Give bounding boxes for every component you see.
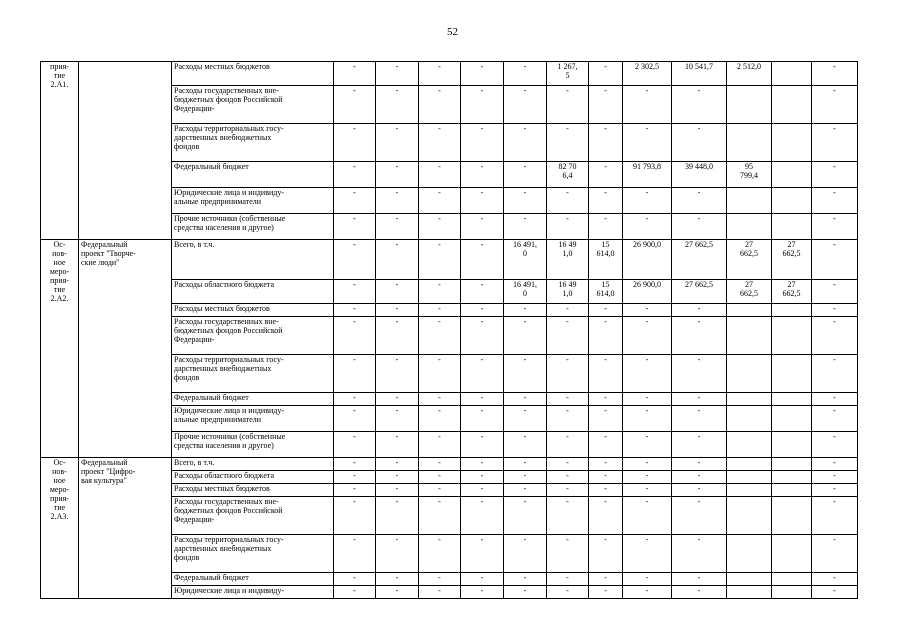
amount-cell: - (589, 458, 623, 471)
amount-cell: - (623, 86, 672, 124)
amount-cell: - (547, 573, 589, 586)
amount-cell: - (672, 497, 727, 535)
amount-cell: - (504, 458, 547, 471)
measure-code-cell: Ос- нов- ное меро- прия- тие 2.А2. (41, 240, 79, 458)
amount-cell: - (376, 458, 419, 471)
amount-cell (727, 458, 772, 471)
amount-cell: - (589, 471, 623, 484)
amount-cell: 27 662,5 (772, 280, 812, 304)
page-number: 52 (447, 26, 458, 38)
amount-cell: 16 491, 0 (504, 240, 547, 280)
amount-cell: - (623, 535, 672, 573)
amount-cell: - (419, 86, 461, 124)
amount-cell: - (376, 432, 419, 458)
amount-cell: - (547, 432, 589, 458)
amount-cell: - (812, 188, 858, 214)
measure-code-cell: Ос- нов- ное меро- прия- тие 2.А3. (41, 458, 79, 599)
amount-cell (727, 393, 772, 406)
amount-cell (772, 586, 812, 599)
amount-cell: - (419, 124, 461, 162)
amount-cell: - (334, 535, 376, 573)
amount-cell: - (461, 471, 504, 484)
amount-cell: - (334, 355, 376, 393)
amount-cell: - (334, 214, 376, 240)
amount-cell: - (504, 586, 547, 599)
amount-cell: - (461, 317, 504, 355)
funding-source-cell: Прочие источники (собственные средства населения и другое) (172, 432, 334, 458)
project-name-cell (79, 62, 172, 240)
amount-cell: - (504, 62, 547, 86)
amount-cell: - (589, 188, 623, 214)
amount-cell: - (419, 280, 461, 304)
amount-cell: - (376, 573, 419, 586)
amount-cell: - (623, 304, 672, 317)
amount-cell: - (589, 484, 623, 497)
amount-cell: - (589, 317, 623, 355)
amount-cell (772, 317, 812, 355)
amount-cell: - (672, 406, 727, 432)
amount-cell: - (623, 406, 672, 432)
amount-cell (772, 124, 812, 162)
amount-cell: - (623, 471, 672, 484)
amount-cell: - (812, 535, 858, 573)
amount-cell: - (461, 280, 504, 304)
amount-cell: - (504, 214, 547, 240)
amount-cell (727, 188, 772, 214)
funding-source-cell: Расходы областного бюджета (172, 280, 334, 304)
amount-cell: - (376, 406, 419, 432)
amount-cell: - (623, 432, 672, 458)
amount-cell: - (589, 62, 623, 86)
funding-source-cell: Расходы территориальных госу- дарственных внебюджетных фондов (172, 124, 334, 162)
amount-cell: - (589, 406, 623, 432)
amount-cell: - (504, 304, 547, 317)
amount-cell: - (376, 535, 419, 573)
amount-cell (772, 304, 812, 317)
amount-cell: - (376, 355, 419, 393)
amount-cell: - (623, 573, 672, 586)
amount-cell: - (547, 304, 589, 317)
funding-source-cell: Всего, в т.ч. (172, 458, 334, 471)
amount-cell: 27 662,5 (772, 240, 812, 280)
amount-cell: - (419, 535, 461, 573)
amount-cell: - (334, 124, 376, 162)
amount-cell (772, 86, 812, 124)
amount-cell: 15 614,0 (589, 280, 623, 304)
amount-cell: - (623, 124, 672, 162)
amount-cell: - (589, 304, 623, 317)
amount-cell: - (547, 484, 589, 497)
amount-cell: - (419, 406, 461, 432)
amount-cell: - (623, 317, 672, 355)
measure-code-cell: прия- тие 2.А1. (41, 62, 79, 240)
amount-cell (727, 214, 772, 240)
amount-cell: - (672, 317, 727, 355)
amount-cell: - (504, 86, 547, 124)
amount-cell: - (504, 573, 547, 586)
amount-cell: - (419, 240, 461, 280)
amount-cell: - (812, 86, 858, 124)
amount-cell: 10 541,7 (672, 62, 727, 86)
amount-cell: - (623, 214, 672, 240)
amount-cell: - (376, 162, 419, 188)
amount-cell: - (334, 240, 376, 280)
amount-cell: - (589, 124, 623, 162)
funding-source-cell: Расходы государственных вне- бюджетных фондов Российской Федерации- (172, 497, 334, 535)
amount-cell (727, 86, 772, 124)
amount-cell: - (812, 240, 858, 280)
amount-cell (772, 458, 812, 471)
amount-cell: - (504, 393, 547, 406)
amount-cell: - (589, 86, 623, 124)
amount-cell: - (419, 458, 461, 471)
amount-cell: 82 70 6,4 (547, 162, 589, 188)
amount-cell: - (504, 317, 547, 355)
funding-source-cell: Юридические лица и индивиду- (172, 586, 334, 599)
amount-cell: 27 662,5 (672, 280, 727, 304)
amount-cell: - (419, 317, 461, 355)
amount-cell: - (672, 188, 727, 214)
amount-cell: - (334, 458, 376, 471)
amount-cell: - (419, 573, 461, 586)
amount-cell (772, 573, 812, 586)
amount-cell: - (547, 586, 589, 599)
funding-source-cell: Расходы местных бюджетов (172, 304, 334, 317)
amount-cell: - (334, 471, 376, 484)
amount-cell (727, 317, 772, 355)
amount-cell (727, 432, 772, 458)
amount-cell: - (504, 188, 547, 214)
funding-source-cell: Юридические лица и индивиду- альные предприниматели (172, 406, 334, 432)
amount-cell: - (672, 304, 727, 317)
amount-cell: - (812, 214, 858, 240)
amount-cell: - (376, 188, 419, 214)
funding-source-cell: Расходы государственных вне- бюджетных фондов Российской Федерации- (172, 86, 334, 124)
amount-cell: 95 799,4 (727, 162, 772, 188)
amount-cell: - (504, 497, 547, 535)
amount-cell: 16 49 1,0 (547, 280, 589, 304)
funding-source-cell: Расходы территориальных госу- дарственных внебюджетных фондов (172, 355, 334, 393)
amount-cell: - (623, 355, 672, 393)
amount-cell: - (504, 162, 547, 188)
amount-cell: - (376, 317, 419, 355)
amount-cell: - (589, 162, 623, 188)
amount-cell: - (419, 304, 461, 317)
amount-cell: - (461, 124, 504, 162)
funding-source-cell: Федеральный бюджет (172, 393, 334, 406)
amount-cell: - (547, 406, 589, 432)
table-row (41, 62, 858, 86)
amount-cell: - (461, 162, 504, 188)
amount-cell (727, 406, 772, 432)
amount-cell (727, 484, 772, 497)
amount-cell: 27 662,5 (727, 240, 772, 280)
amount-cell (772, 535, 812, 573)
amount-cell: - (812, 124, 858, 162)
amount-cell: - (419, 432, 461, 458)
amount-cell: - (504, 124, 547, 162)
amount-cell: - (547, 317, 589, 355)
amount-cell: - (812, 317, 858, 355)
amount-cell: - (461, 406, 504, 432)
table-row (41, 458, 858, 471)
amount-cell: - (461, 458, 504, 471)
amount-cell: - (589, 497, 623, 535)
amount-cell: - (461, 393, 504, 406)
amount-cell: - (376, 214, 419, 240)
amount-cell: - (589, 393, 623, 406)
amount-cell (772, 484, 812, 497)
amount-cell: - (812, 458, 858, 471)
amount-cell (772, 406, 812, 432)
amount-cell: - (334, 317, 376, 355)
amount-cell: - (419, 471, 461, 484)
amount-cell: - (334, 432, 376, 458)
amount-cell: - (334, 280, 376, 304)
amount-cell: - (623, 497, 672, 535)
amount-cell (727, 124, 772, 162)
funding-source-cell: Расходы местных бюджетов (172, 62, 334, 86)
amount-cell: - (334, 497, 376, 535)
amount-cell: - (334, 393, 376, 406)
budget-table (40, 61, 858, 599)
amount-cell: - (547, 188, 589, 214)
funding-source-cell: Всего, в т.ч. (172, 240, 334, 280)
amount-cell: - (376, 497, 419, 535)
amount-cell: - (461, 62, 504, 86)
amount-cell: - (461, 214, 504, 240)
amount-cell (727, 573, 772, 586)
amount-cell: - (376, 304, 419, 317)
amount-cell: - (334, 162, 376, 188)
amount-cell: - (589, 432, 623, 458)
amount-cell: 39 448,0 (672, 162, 727, 188)
amount-cell (772, 214, 812, 240)
amount-cell: - (589, 214, 623, 240)
amount-cell: - (419, 393, 461, 406)
funding-source-cell: Расходы областного бюджета (172, 471, 334, 484)
amount-cell: - (672, 471, 727, 484)
amount-cell (727, 586, 772, 599)
amount-cell: - (812, 162, 858, 188)
amount-cell: - (376, 484, 419, 497)
amount-cell: - (419, 214, 461, 240)
amount-cell: - (504, 432, 547, 458)
amount-cell: - (376, 124, 419, 162)
amount-cell: - (504, 535, 547, 573)
amount-cell (772, 188, 812, 214)
amount-cell: - (812, 497, 858, 535)
amount-cell: - (812, 62, 858, 86)
funding-source-cell: Прочие источники (собственные средства населения и другое) (172, 214, 334, 240)
amount-cell: - (812, 355, 858, 393)
amount-cell: 2 512,0 (727, 62, 772, 86)
amount-cell: - (461, 188, 504, 214)
amount-cell: - (334, 406, 376, 432)
amount-cell: - (461, 304, 504, 317)
amount-cell: - (376, 280, 419, 304)
amount-cell: - (812, 471, 858, 484)
amount-cell: - (419, 484, 461, 497)
amount-cell (727, 535, 772, 573)
amount-cell: - (547, 355, 589, 393)
amount-cell: - (589, 535, 623, 573)
amount-cell: 91 793,8 (623, 162, 672, 188)
amount-cell: - (672, 214, 727, 240)
amount-cell: - (672, 458, 727, 471)
funding-source-cell: Федеральный бюджет (172, 573, 334, 586)
amount-cell: - (547, 471, 589, 484)
amount-cell: - (672, 573, 727, 586)
amount-cell: - (419, 162, 461, 188)
amount-cell: 27 662,5 (672, 240, 727, 280)
amount-cell (772, 432, 812, 458)
table-row (41, 240, 858, 280)
amount-cell (727, 497, 772, 535)
amount-cell: - (376, 393, 419, 406)
amount-cell: - (623, 586, 672, 599)
amount-cell (727, 471, 772, 484)
amount-cell: - (461, 497, 504, 535)
amount-cell: - (672, 484, 727, 497)
funding-source-cell: Расходы территориальных госу- дарственных внебюджетных фондов (172, 535, 334, 573)
amount-cell: - (461, 535, 504, 573)
amount-cell: - (547, 497, 589, 535)
amount-cell: - (376, 586, 419, 599)
project-name-cell: Федеральный проект "Цифро- вая культура" (79, 458, 172, 599)
amount-cell: - (672, 355, 727, 393)
budget-table-body (41, 62, 858, 599)
amount-cell (772, 393, 812, 406)
funding-source-cell: Юридические лица и индивиду- альные предприниматели (172, 188, 334, 214)
amount-cell: - (461, 86, 504, 124)
amount-cell: - (589, 586, 623, 599)
amount-cell: - (589, 573, 623, 586)
amount-cell: - (547, 124, 589, 162)
funding-source-cell: Расходы местных бюджетов (172, 484, 334, 497)
amount-cell: - (461, 586, 504, 599)
amount-cell: - (547, 214, 589, 240)
amount-cell: - (419, 497, 461, 535)
amount-cell: - (419, 62, 461, 86)
amount-cell: - (376, 240, 419, 280)
amount-cell (727, 304, 772, 317)
amount-cell: - (504, 355, 547, 393)
amount-cell: 1 267, 5 (547, 62, 589, 86)
amount-cell: - (334, 62, 376, 86)
amount-cell: 16 49 1,0 (547, 240, 589, 280)
amount-cell (772, 162, 812, 188)
amount-cell: - (547, 393, 589, 406)
amount-cell: 2 302,5 (623, 62, 672, 86)
amount-cell: - (547, 458, 589, 471)
amount-cell: - (419, 586, 461, 599)
amount-cell: - (504, 406, 547, 432)
amount-cell: - (419, 355, 461, 393)
amount-cell: - (672, 124, 727, 162)
project-name-cell: Федеральный проект "Творче- ские люди" (79, 240, 172, 458)
amount-cell (772, 471, 812, 484)
amount-cell (772, 497, 812, 535)
amount-cell: - (812, 573, 858, 586)
amount-cell: - (672, 535, 727, 573)
amount-cell: - (334, 86, 376, 124)
amount-cell: - (623, 393, 672, 406)
amount-cell: - (547, 535, 589, 573)
amount-cell: - (334, 586, 376, 599)
amount-cell: - (623, 484, 672, 497)
amount-cell: - (461, 240, 504, 280)
amount-cell: - (334, 484, 376, 497)
amount-cell: - (812, 484, 858, 497)
amount-cell: - (812, 406, 858, 432)
amount-cell: - (461, 484, 504, 497)
amount-cell: 27 662,5 (727, 280, 772, 304)
amount-cell: 15 614,0 (589, 240, 623, 280)
amount-cell: - (812, 586, 858, 599)
amount-cell: - (672, 393, 727, 406)
amount-cell: - (334, 573, 376, 586)
amount-cell: - (376, 62, 419, 86)
funding-source-cell: Федеральный бюджет (172, 162, 334, 188)
funding-source-cell: Расходы государственных вне- бюджетных фондов Российской Федерации- (172, 317, 334, 355)
amount-cell: - (812, 304, 858, 317)
amount-cell: - (419, 188, 461, 214)
amount-cell (772, 355, 812, 393)
amount-cell: - (334, 188, 376, 214)
amount-cell: - (504, 471, 547, 484)
amount-cell: 26 900,0 (623, 280, 672, 304)
amount-cell: - (589, 355, 623, 393)
amount-cell: 16 491, 0 (504, 280, 547, 304)
amount-cell: - (461, 355, 504, 393)
amount-cell: - (461, 432, 504, 458)
amount-cell: - (547, 86, 589, 124)
amount-cell: - (672, 586, 727, 599)
amount-cell: - (623, 188, 672, 214)
amount-cell: - (376, 471, 419, 484)
amount-cell: - (334, 304, 376, 317)
amount-cell: - (672, 432, 727, 458)
amount-cell: - (376, 86, 419, 124)
amount-cell (772, 62, 812, 86)
amount-cell: - (812, 393, 858, 406)
amount-cell: 26 900,0 (623, 240, 672, 280)
amount-cell (727, 355, 772, 393)
amount-cell: - (623, 458, 672, 471)
amount-cell: - (461, 573, 504, 586)
amount-cell: - (812, 432, 858, 458)
amount-cell: - (504, 484, 547, 497)
amount-cell: - (672, 86, 727, 124)
amount-cell: - (812, 280, 858, 304)
